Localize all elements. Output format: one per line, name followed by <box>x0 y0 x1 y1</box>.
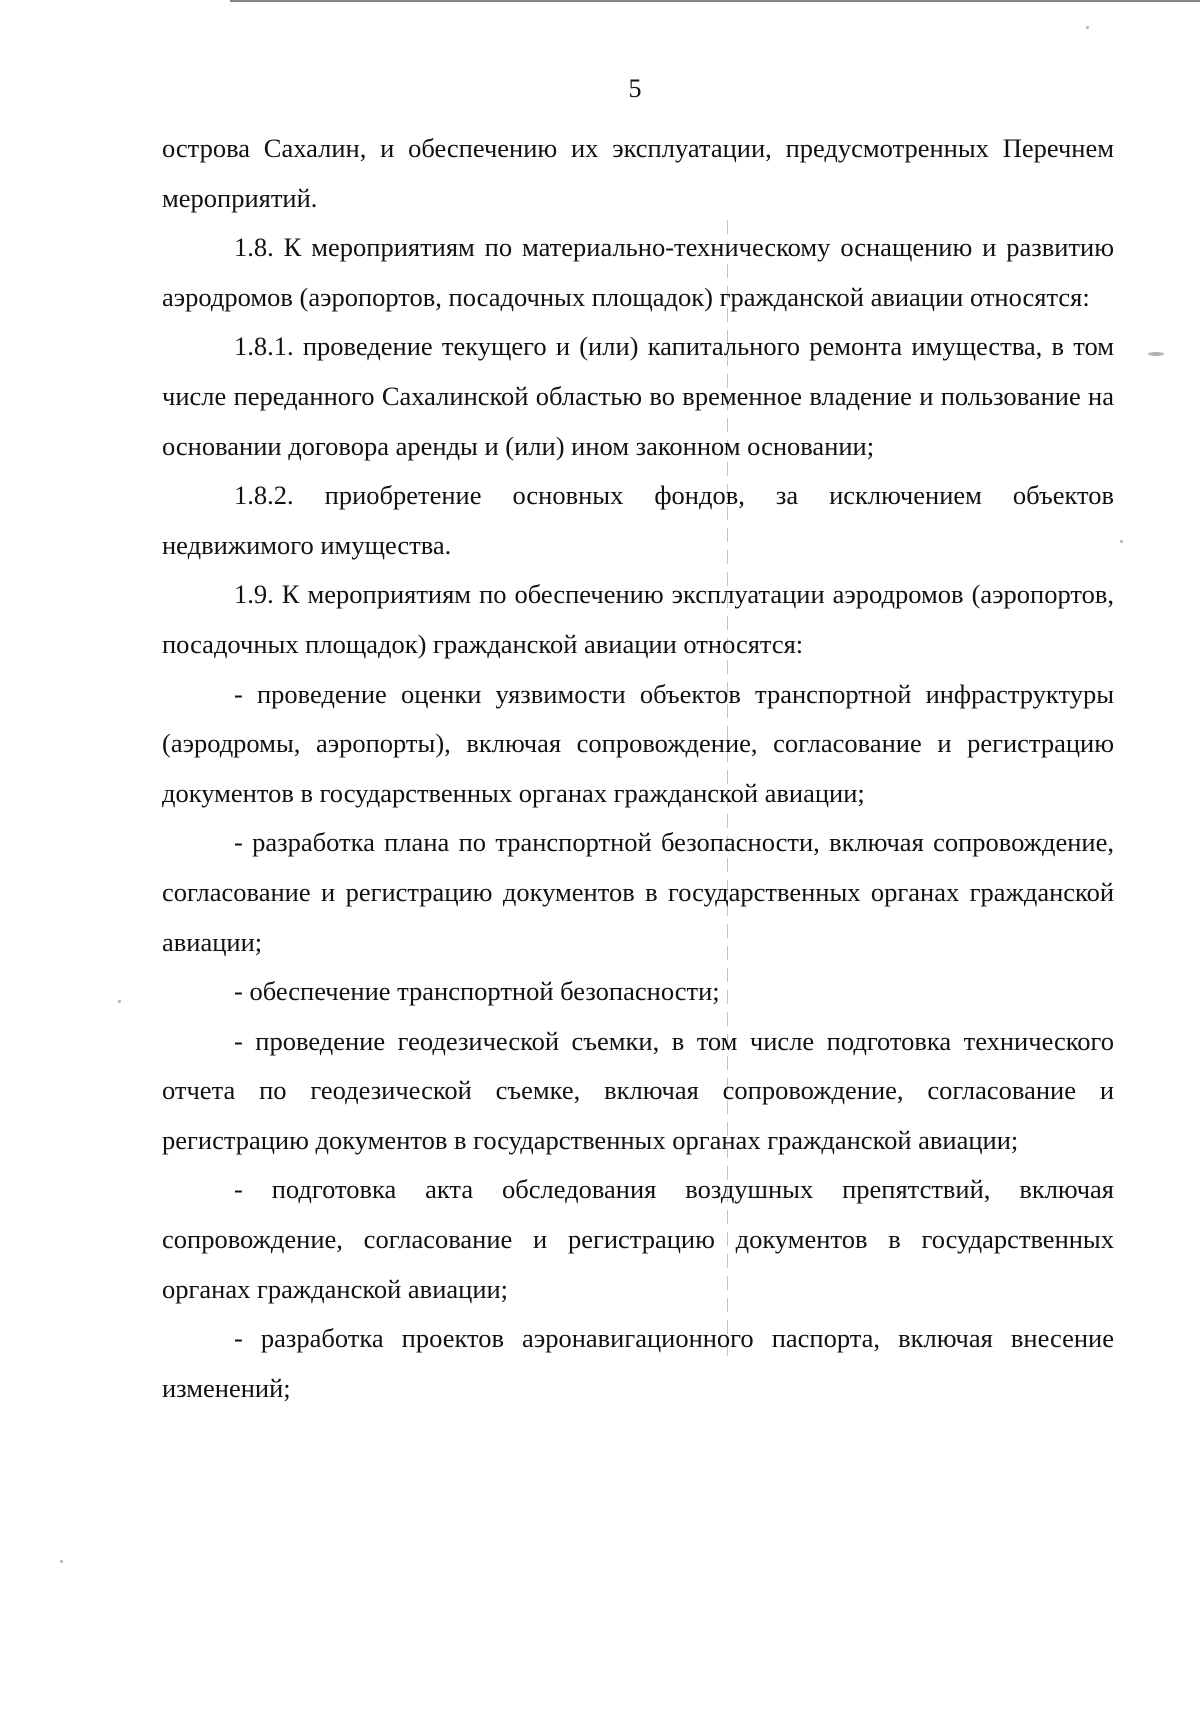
paragraph: 1.8.1. проведение текущего и (или) капитального ремонта имущества, в том числе переданного Сахалинской областью во временное владение и пользование на основании договора аренды и (или) ином законном основании; <box>162 331 1114 461</box>
paragraph: 1.8.2. приобретение основных фондов, за исключением объектов недвижимого имущества. <box>162 480 1114 560</box>
paragraph: 1.8. К мероприятиям по материально-техническому оснащению и развитию аэродромов (аэропортов, посадочных площадок) гражданской авиации относятся: <box>162 232 1114 312</box>
scan-speck <box>118 1000 121 1003</box>
paragraph: 1.9. К мероприятиям по обеспечению эксплуатации аэродромов (аэропортов, посадочных площадок) гражданской авиации относятся: <box>162 579 1114 659</box>
paragraph: острова Сахалин, и обеспечению их эксплуатации, предусмотренных Перечнем мероприятий. <box>162 133 1114 213</box>
scan-speck <box>1148 352 1164 356</box>
paragraph: - проведение оценки уязвимости объектов транспортной инфраструктуры (аэродромы, аэропорты), включая сопровождение, согласование и регистрацию документов в государственных органах гражданской авиации; <box>162 678 1114 808</box>
paragraph: - разработка проектов аэронавигационного паспорта, включая внесение изменений; <box>162 1323 1114 1403</box>
paragraph: - обеспечение транспортной безопасности; <box>234 976 720 1007</box>
paragraph: - проведение геодезической съемки, в том числе подготовка технического отчета по геодезической съемке, включая сопровождение, согласование и регистрацию документов в государственных органах гражданской авиации; <box>162 1025 1114 1155</box>
scan-speck <box>1086 26 1089 29</box>
paragraph: - разработка плана по транспортной безопасности, включая сопровождение, согласование и регистрацию документов в государственных органах гражданской авиации; <box>162 827 1114 957</box>
document-body <box>162 124 1114 1413</box>
page-number: 5 <box>628 74 642 103</box>
scan-speck <box>60 1560 63 1563</box>
top-edge-rule <box>230 0 1200 2</box>
paragraph: - подготовка акта обследования воздушных препятствий, включая сопровождение, согласование и регистрацию документов в государственных органах гражданской авиации; <box>162 1174 1114 1304</box>
scan-speck <box>1120 540 1123 543</box>
